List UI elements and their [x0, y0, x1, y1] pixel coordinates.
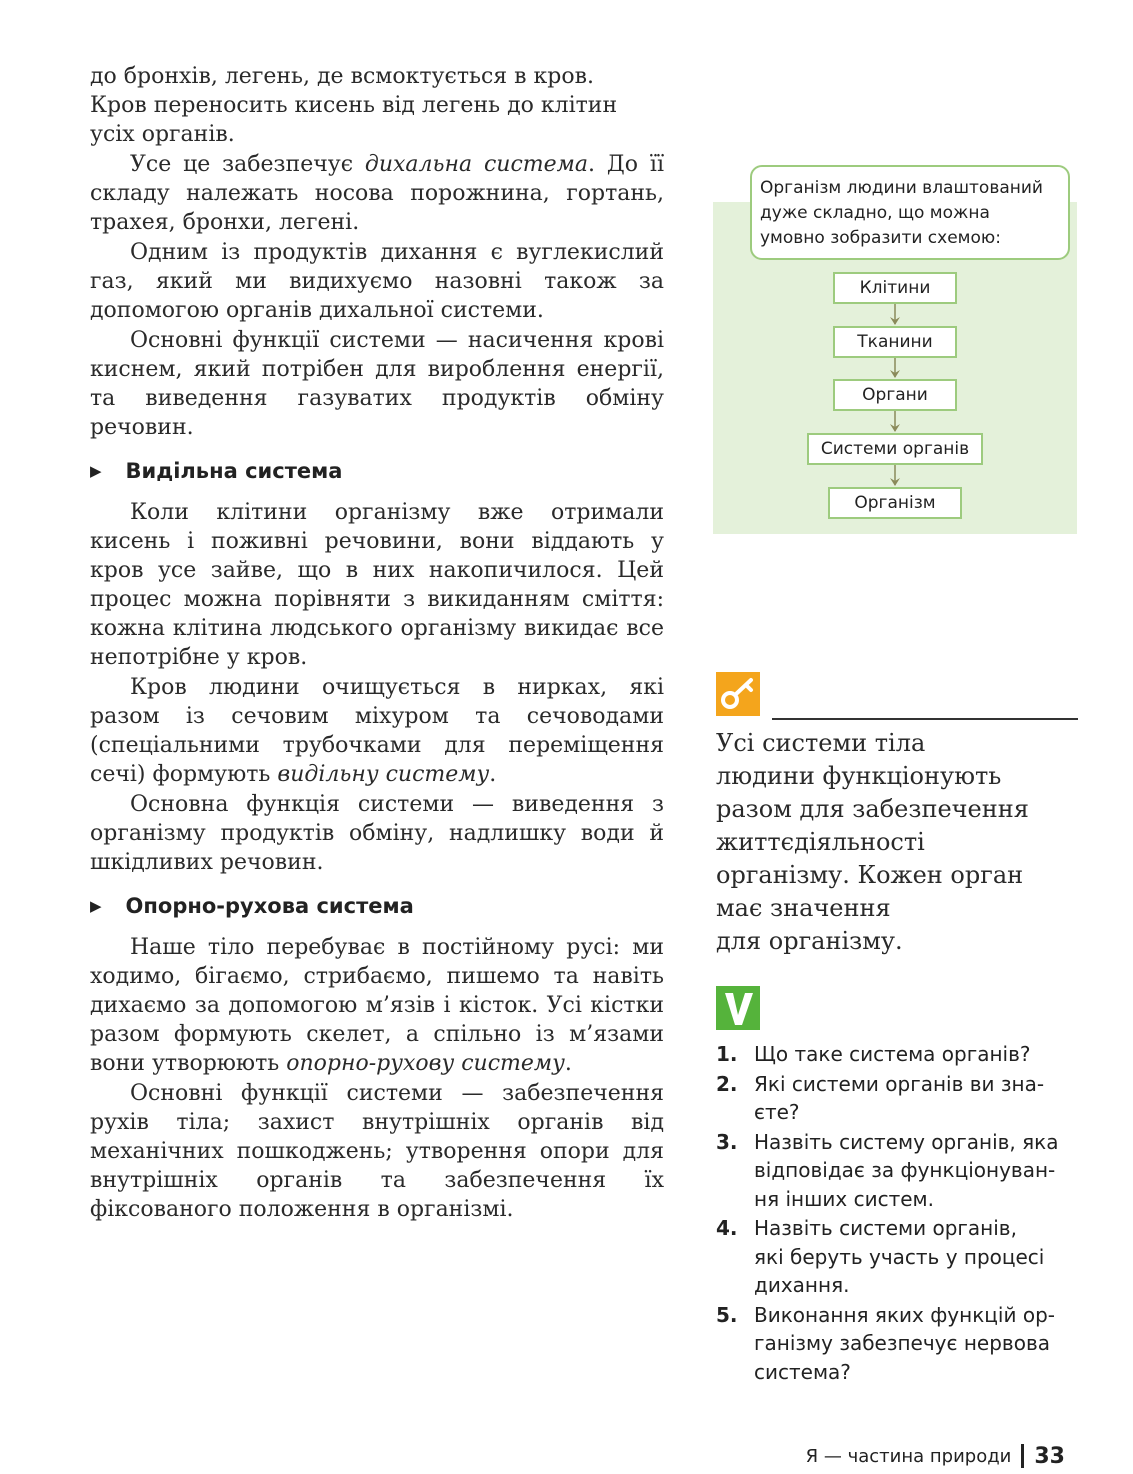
paragraph-kidneys — [90, 673, 664, 789]
text-run: . — [489, 762, 497, 787]
term-excretory-system: видільну систему — [277, 762, 490, 787]
paragraph-continuation — [90, 62, 664, 149]
summary-line: має значення — [716, 894, 891, 922]
question-line: ня інших систем. — [754, 1186, 934, 1211]
flow-step-organ-systems: Системи органів — [807, 433, 983, 465]
question-number: 3. — [716, 1129, 738, 1154]
flow-step-cells: Клітини — [833, 272, 957, 304]
text-line: до бронхів, легень, де всмоктується в кров. — [90, 64, 594, 89]
summary-line: для організму. — [716, 927, 903, 955]
question-number: 5. — [716, 1302, 738, 1327]
footer-section-title: Я — частина природи — [805, 1445, 1012, 1467]
summary-line: Усі системи тіла — [716, 729, 926, 757]
question-text — [754, 1070, 1044, 1127]
down-arrow-icon — [888, 304, 902, 326]
text-run: Наше тіло перебуває в постійному русі: ми ходимо, бігаємо, стрибаємо, пишемо та навіть дихаємо за допомогою м’язів і кісток. Усі кістки разом формують скелет, а спільно із м’язами вони утворюють — [90, 935, 664, 1076]
question-line: єте? — [754, 1100, 800, 1124]
question-line: Назвіть систему органів, яка — [754, 1129, 1059, 1154]
paragraph-cells-waste: Коли клітини організму вже отримали кисень і поживні речовини, вони віддають у кров усе зайве, що в них накопичилося. Цей процес можна порівняти з викиданням сміття: кожна клітина людського організму викидає все непотрібне у кров. — [90, 500, 664, 670]
question-item — [716, 1040, 1086, 1069]
question-text — [754, 1214, 1044, 1300]
question-item — [716, 1070, 1086, 1127]
question-text — [754, 1040, 1031, 1069]
question-item — [716, 1128, 1086, 1214]
paragraph-respiratory-functions: Основні функції системи — насичення крові киснем, який потрібен для вироблення енергії, та виведення газуватих продуктів обміну речовин. — [90, 328, 664, 440]
flow-step-organism: Організм — [828, 487, 962, 519]
down-arrow-icon — [888, 411, 902, 433]
section-heading-musculoskeletal — [90, 892, 664, 921]
question-line: Що таке система органів? — [754, 1042, 1031, 1066]
text-run: Кров людини очищується в нирках, які разом із сечовим міхуром та сечоводами (спеціальними трубочками для переміщення сечі) формують — [90, 675, 664, 787]
question-number: 1. — [716, 1042, 738, 1066]
question-line: ганізму забезпечує нервова — [754, 1331, 1050, 1355]
paragraph-co2: Одним із продуктів дихання є вуглекислий газ, який ми видихуємо назовні також за допомогою органів дихальної системи. — [90, 240, 664, 323]
question-item — [716, 1301, 1086, 1387]
page-number: 33 — [1034, 1443, 1065, 1469]
question-number: 4. — [716, 1216, 738, 1240]
question-line: система? — [754, 1359, 851, 1384]
paragraph-movement — [90, 933, 664, 1078]
question-number: 2. — [716, 1071, 738, 1096]
question-line: Які системи органів ви зна- — [754, 1071, 1045, 1096]
note-line: Організм людини влаштований — [760, 178, 1043, 198]
review-questions-list — [716, 1040, 1086, 1387]
question-line: дихання. — [754, 1273, 850, 1297]
key-summary-text — [716, 727, 1096, 958]
triangle-bullet-icon: ▶ — [90, 462, 102, 480]
diagram-note-box — [750, 165, 1070, 260]
section-heading-excretory — [90, 457, 664, 486]
question-text — [754, 1128, 1059, 1214]
paragraph-musculoskeletal-functions: Основні функції системи — забезпечення рухів тіла; захист внутрішніх органів від механічних пошкоджень; утворення опори для внутрішніх органів та забезпечення їх фіксованого положення в організмі. — [90, 1081, 664, 1222]
question-item — [716, 1214, 1086, 1300]
question-line: Виконання яких функцій ор- — [754, 1302, 1055, 1327]
question-text — [754, 1301, 1055, 1387]
paragraph-respiratory — [90, 150, 664, 237]
heading-text: Опорно-рухова система — [125, 894, 414, 918]
text-run: . — [564, 1051, 572, 1076]
key-underline-rule — [772, 718, 1078, 720]
key-icon — [716, 672, 760, 716]
footer-divider — [1021, 1444, 1024, 1468]
question-line: які беруть участь у процесі — [754, 1244, 1045, 1269]
page-footer — [806, 1440, 1065, 1472]
note-line: дуже складно, що можна — [760, 203, 990, 223]
flow-step-tissues: Тканини — [833, 326, 957, 358]
heading-text: Видільна система — [125, 459, 343, 483]
text-run: . До її складу належать носова порожнина, гортань, трахея, бронхи, легені. — [90, 152, 664, 235]
question-line: Назвіть системи органів, — [754, 1216, 1017, 1240]
summary-line: життєдіяльності — [716, 828, 925, 856]
paragraph-excretory-functions: Основна функція системи — виведення з організму продуктів обміну, надлишку води й шкідливих речовин. — [90, 792, 664, 875]
summary-line: організму. Кожен орган — [716, 861, 1024, 889]
down-arrow-icon — [888, 465, 902, 487]
term-respiratory-system: дихальна система — [364, 152, 589, 177]
flow-step-organs: Органи — [833, 379, 957, 411]
text-line: усіх органів. — [90, 122, 235, 147]
main-text-column — [90, 62, 664, 1225]
text-line: Кров переносить кисень від легень до клітин — [90, 93, 618, 118]
text-run: Усе це забезпечує — [130, 152, 365, 177]
note-line: умовно зобразити схемою: — [760, 228, 1001, 248]
checkmark-icon — [716, 986, 760, 1030]
triangle-bullet-icon: ▶ — [90, 897, 102, 915]
down-arrow-icon — [888, 358, 902, 379]
term-musculoskeletal-system: опорно-рухову систему — [286, 1051, 565, 1076]
summary-line: людини функціонують — [716, 762, 1002, 790]
summary-line: разом для забезпечення — [716, 795, 1029, 823]
question-line: відповідає за функціонуван- — [754, 1158, 1056, 1182]
